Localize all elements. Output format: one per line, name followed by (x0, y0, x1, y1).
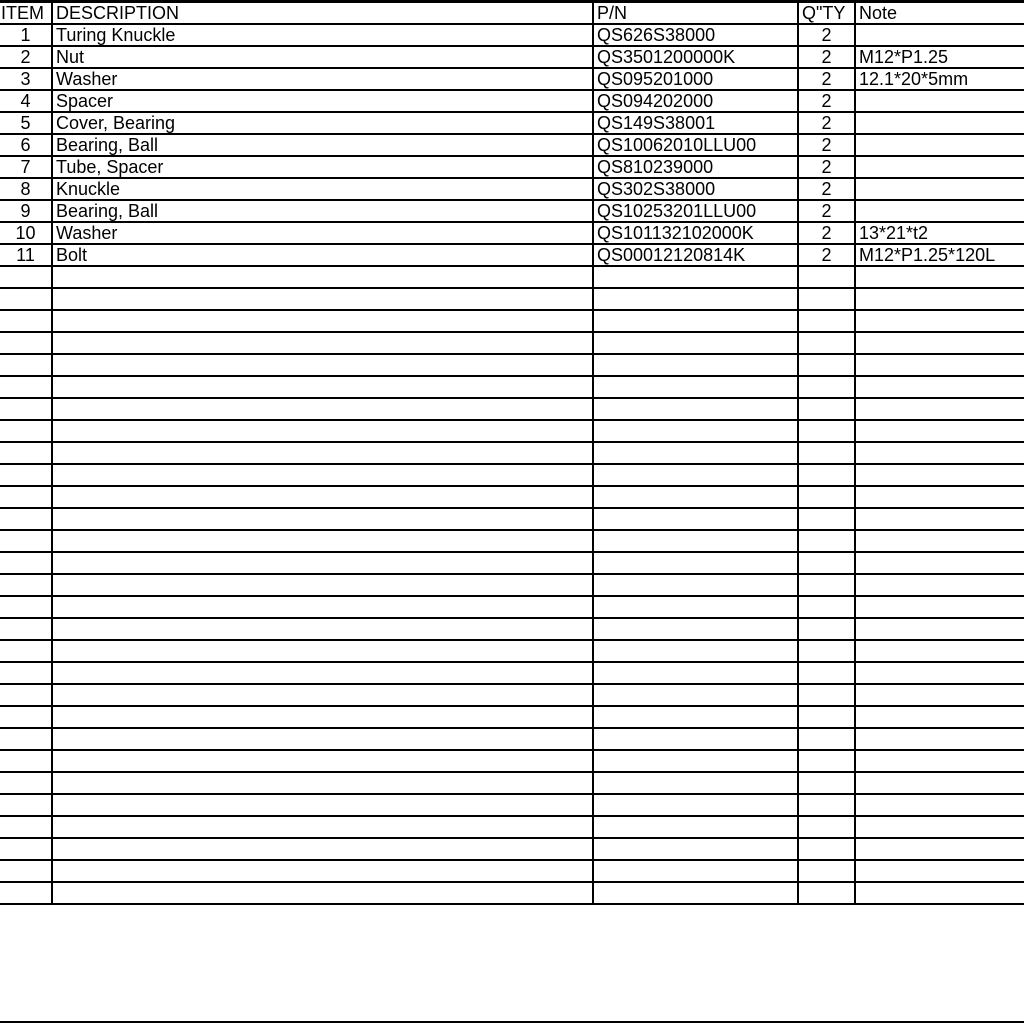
cell-description: Bearing, Ball (52, 200, 593, 222)
cell-item (0, 376, 52, 398)
cell-qty (798, 310, 855, 332)
cell-pn (593, 596, 798, 618)
cell-item: 11 (0, 244, 52, 266)
empty-table-row (0, 728, 1024, 750)
cell-note (855, 266, 1024, 288)
cell-item (0, 398, 52, 420)
cell-description (52, 398, 593, 420)
cell-qty (798, 794, 855, 816)
cell-note (855, 178, 1024, 200)
cell-qty: 2 (798, 112, 855, 134)
cell-description (52, 486, 593, 508)
cell-pn (593, 816, 798, 838)
cell-description: Bearing, Ball (52, 134, 593, 156)
cell-description (52, 376, 593, 398)
cell-description (52, 706, 593, 728)
cell-qty: 2 (798, 200, 855, 222)
cell-description (52, 354, 593, 376)
cell-qty (798, 266, 855, 288)
cell-description (52, 816, 593, 838)
cell-note (855, 24, 1024, 46)
table-body (0, 24, 1024, 904)
cell-item: 1 (0, 24, 52, 46)
cell-pn (593, 332, 798, 354)
cell-item (0, 354, 52, 376)
cell-item: 8 (0, 178, 52, 200)
empty-table-row (0, 662, 1024, 684)
cell-qty (798, 398, 855, 420)
cell-item: 6 (0, 134, 52, 156)
cell-qty (798, 662, 855, 684)
cell-item (0, 530, 52, 552)
cell-description: Tube, Spacer (52, 156, 593, 178)
empty-table-row (0, 882, 1024, 904)
cell-item (0, 794, 52, 816)
cell-note (855, 288, 1024, 310)
cell-note (855, 596, 1024, 618)
cell-pn (593, 552, 798, 574)
cell-pn (593, 442, 798, 464)
cell-item (0, 860, 52, 882)
cell-pn (593, 860, 798, 882)
cell-description: Knuckle (52, 178, 593, 200)
cell-item (0, 618, 52, 640)
cell-note (855, 112, 1024, 134)
table-row (0, 24, 1024, 46)
cell-qty (798, 376, 855, 398)
cell-qty: 2 (798, 134, 855, 156)
cell-description (52, 618, 593, 640)
cell-pn (593, 662, 798, 684)
cell-pn (593, 508, 798, 530)
cell-note (855, 90, 1024, 112)
cell-note (855, 728, 1024, 750)
cell-note (855, 310, 1024, 332)
empty-table-row (0, 684, 1024, 706)
cell-qty (798, 838, 855, 860)
cell-note (855, 464, 1024, 486)
cell-description: Bolt (52, 244, 593, 266)
cell-description (52, 310, 593, 332)
cell-note (855, 376, 1024, 398)
cell-item: 3 (0, 68, 52, 90)
cell-pn (593, 684, 798, 706)
header-row (0, 2, 1024, 25)
table-row (0, 244, 1024, 266)
cell-pn: QS3501200000K (593, 46, 798, 68)
cell-qty: 2 (798, 90, 855, 112)
cell-pn (593, 706, 798, 728)
cell-qty (798, 530, 855, 552)
cell-qty: 2 (798, 46, 855, 68)
cell-pn (593, 728, 798, 750)
cell-pn: QS626S38000 (593, 24, 798, 46)
cell-description: Cover, Bearing (52, 112, 593, 134)
cell-pn (593, 794, 798, 816)
cell-pn (593, 266, 798, 288)
empty-table-row (0, 750, 1024, 772)
cell-note (855, 332, 1024, 354)
cell-pn (593, 464, 798, 486)
cell-note (855, 134, 1024, 156)
cell-item (0, 442, 52, 464)
cell-description: Washer (52, 222, 593, 244)
cell-note (855, 508, 1024, 530)
cell-item: 4 (0, 90, 52, 112)
cell-qty (798, 772, 855, 794)
cell-item (0, 420, 52, 442)
cell-description (52, 442, 593, 464)
cell-item (0, 816, 52, 838)
cell-item: 9 (0, 200, 52, 222)
empty-table-row (0, 860, 1024, 882)
cell-qty (798, 574, 855, 596)
cell-note (855, 640, 1024, 662)
table-row (0, 90, 1024, 112)
cell-qty (798, 728, 855, 750)
cell-qty (798, 442, 855, 464)
cell-pn: QS302S38000 (593, 178, 798, 200)
empty-table-row (0, 772, 1024, 794)
cell-note (855, 530, 1024, 552)
cell-note (855, 860, 1024, 882)
cell-pn (593, 838, 798, 860)
cell-qty (798, 684, 855, 706)
cell-item (0, 552, 52, 574)
cell-description (52, 640, 593, 662)
cell-note (855, 794, 1024, 816)
cell-note (855, 574, 1024, 596)
cell-note (855, 354, 1024, 376)
cell-description (52, 860, 593, 882)
empty-table-row (0, 706, 1024, 728)
cell-item (0, 596, 52, 618)
cell-item (0, 486, 52, 508)
cell-qty (798, 464, 855, 486)
header-item: ITEM (0, 2, 52, 25)
cell-pn: QS10253201LLU00 (593, 200, 798, 222)
cell-description (52, 530, 593, 552)
empty-table-row (0, 552, 1024, 574)
table-row (0, 222, 1024, 244)
cell-description (52, 794, 593, 816)
empty-table-row (0, 266, 1024, 288)
cell-pn (593, 530, 798, 552)
cell-qty: 2 (798, 156, 855, 178)
empty-table-row (0, 618, 1024, 640)
cell-item (0, 640, 52, 662)
cell-item (0, 662, 52, 684)
cell-description (52, 332, 593, 354)
cell-pn (593, 486, 798, 508)
cell-qty: 2 (798, 222, 855, 244)
table-row (0, 68, 1024, 90)
empty-table-row (0, 354, 1024, 376)
cell-item (0, 332, 52, 354)
cell-qty (798, 486, 855, 508)
empty-table-row (0, 574, 1024, 596)
empty-table-row (0, 816, 1024, 838)
empty-table-row (0, 332, 1024, 354)
cell-description: Nut (52, 46, 593, 68)
cell-description: Spacer (52, 90, 593, 112)
empty-table-row (0, 530, 1024, 552)
empty-table-row (0, 596, 1024, 618)
empty-table-row (0, 640, 1024, 662)
cell-pn: QS095201000 (593, 68, 798, 90)
cell-qty (798, 552, 855, 574)
table-row (0, 134, 1024, 156)
cell-description (52, 882, 593, 904)
cell-item: 10 (0, 222, 52, 244)
cell-item (0, 574, 52, 596)
cell-pn (593, 310, 798, 332)
cell-item (0, 728, 52, 750)
table-row (0, 200, 1024, 222)
cell-pn: QS149S38001 (593, 112, 798, 134)
cell-description (52, 266, 593, 288)
cell-note (855, 486, 1024, 508)
cell-pn (593, 750, 798, 772)
cell-description (52, 728, 593, 750)
cell-qty (798, 596, 855, 618)
cell-qty (798, 816, 855, 838)
cell-item (0, 684, 52, 706)
header-pn: P/N (593, 2, 798, 25)
cell-pn (593, 882, 798, 904)
cell-item: 5 (0, 112, 52, 134)
cell-description (52, 574, 593, 596)
cell-qty (798, 288, 855, 310)
cell-note (855, 618, 1024, 640)
cell-note (855, 398, 1024, 420)
cell-note (855, 552, 1024, 574)
cell-item (0, 310, 52, 332)
cell-note: M12*P1.25*120L (855, 244, 1024, 266)
cell-item (0, 288, 52, 310)
table-row (0, 46, 1024, 68)
cell-pn: QS101132102000K (593, 222, 798, 244)
cell-item (0, 882, 52, 904)
cell-pn (593, 398, 798, 420)
cell-qty (798, 618, 855, 640)
empty-table-row (0, 794, 1024, 816)
cell-item (0, 750, 52, 772)
cell-note (855, 816, 1024, 838)
header-description: DESCRIPTION (52, 2, 593, 25)
cell-item (0, 508, 52, 530)
header-note: Note (855, 2, 1024, 25)
empty-table-row (0, 376, 1024, 398)
cell-pn (593, 376, 798, 398)
cell-note (855, 662, 1024, 684)
cell-qty (798, 640, 855, 662)
empty-table-row (0, 442, 1024, 464)
cell-qty: 2 (798, 68, 855, 90)
cell-qty (798, 508, 855, 530)
cell-pn: QS810239000 (593, 156, 798, 178)
empty-table-row (0, 508, 1024, 530)
cell-pn (593, 420, 798, 442)
empty-table-row (0, 398, 1024, 420)
cell-note (855, 156, 1024, 178)
cell-pn (593, 640, 798, 662)
table-row (0, 178, 1024, 200)
cell-pn (593, 574, 798, 596)
cell-description: Washer (52, 68, 593, 90)
cell-item (0, 706, 52, 728)
cell-note (855, 750, 1024, 772)
cell-note (855, 772, 1024, 794)
cell-qty (798, 332, 855, 354)
cell-note: 13*21*t2 (855, 222, 1024, 244)
cell-pn: QS00012120814K (593, 244, 798, 266)
cell-note (855, 684, 1024, 706)
cell-pn: QS10062010LLU00 (593, 134, 798, 156)
cell-pn (593, 618, 798, 640)
cell-pn (593, 772, 798, 794)
cell-description (52, 662, 593, 684)
cell-qty (798, 706, 855, 728)
cell-note: M12*P1.25 (855, 46, 1024, 68)
cell-item (0, 772, 52, 794)
header-qty: Q"TY (798, 2, 855, 25)
table-row (0, 112, 1024, 134)
cell-pn (593, 288, 798, 310)
empty-table-row (0, 486, 1024, 508)
cell-description (52, 772, 593, 794)
cell-qty: 2 (798, 24, 855, 46)
cell-description (52, 420, 593, 442)
cell-note (855, 442, 1024, 464)
cell-pn (593, 354, 798, 376)
cell-item (0, 266, 52, 288)
cell-item (0, 464, 52, 486)
empty-table-row (0, 464, 1024, 486)
cell-description (52, 684, 593, 706)
cell-description (52, 288, 593, 310)
cell-qty (798, 420, 855, 442)
cell-note (855, 882, 1024, 904)
cell-description (52, 464, 593, 486)
empty-table-row (0, 838, 1024, 860)
bottom-rule (0, 1021, 1024, 1023)
empty-table-row (0, 420, 1024, 442)
empty-table-row (0, 288, 1024, 310)
cell-pn: QS094202000 (593, 90, 798, 112)
cell-qty: 2 (798, 244, 855, 266)
cell-qty (798, 354, 855, 376)
cell-note (855, 200, 1024, 222)
empty-table-row (0, 310, 1024, 332)
cell-note (855, 420, 1024, 442)
cell-note (855, 838, 1024, 860)
cell-qty (798, 882, 855, 904)
cell-description (52, 750, 593, 772)
cell-qty: 2 (798, 178, 855, 200)
cell-qty (798, 860, 855, 882)
cell-note: 12.1*20*5mm (855, 68, 1024, 90)
cell-description (52, 596, 593, 618)
table-row (0, 156, 1024, 178)
cell-description (52, 838, 593, 860)
cell-description: Turing Knuckle (52, 24, 593, 46)
cell-note (855, 706, 1024, 728)
cell-qty (798, 750, 855, 772)
cell-item (0, 838, 52, 860)
cell-description (52, 508, 593, 530)
cell-item: 7 (0, 156, 52, 178)
cell-description (52, 552, 593, 574)
cell-item: 2 (0, 46, 52, 68)
